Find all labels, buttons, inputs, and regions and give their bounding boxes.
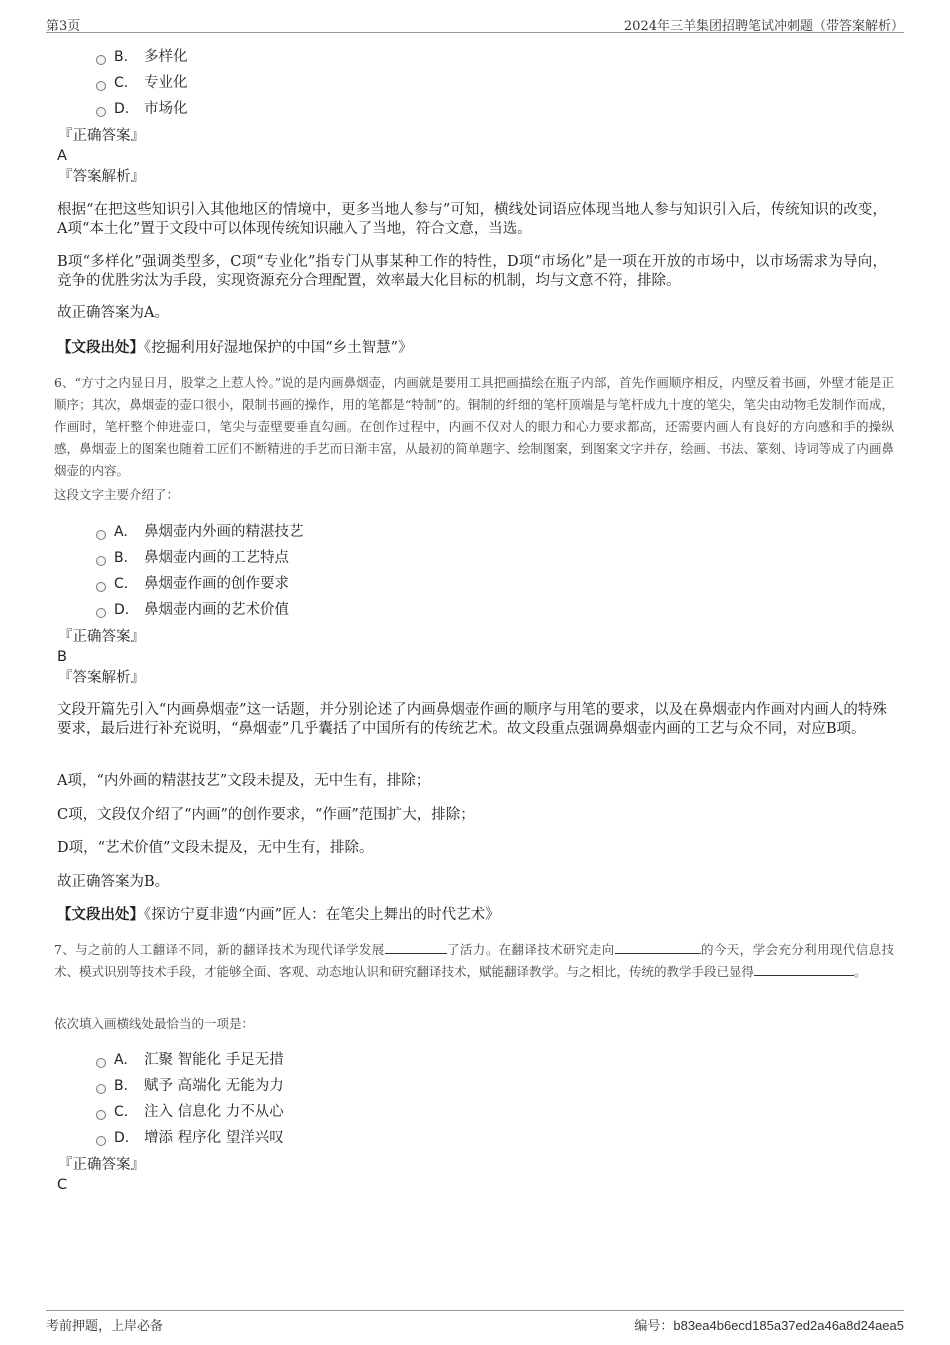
radio-icon[interactable]	[96, 556, 106, 566]
q6-option-c[interactable]: C. 鼻烟壶作画的创作要求	[96, 574, 289, 594]
q6-source	[57, 905, 500, 925]
q6-analysis-para: 文段开篇先引入“内画鼻烟壶”这一话题，并分别论述了内画鼻烟壶作画的顺序与用笔的要求，以及在鼻烟壶内作画对内画人的特殊要求，最后进行补充说明，“鼻烟壶”几乎囊括了中国所有的传统艺术。故文段重点强调鼻烟壶内画的工艺与众不同，对应B项。	[57, 702, 887, 737]
source-label: 【文段出处】	[57, 339, 144, 356]
page-footer	[46, 1310, 904, 1337]
document-title: 2024年三羊集团招聘笔试冲刺题（带答案解析）	[623, 19, 904, 34]
radio-icon[interactable]	[96, 107, 106, 117]
footer-slogan: 考前押题，上岸必备	[46, 1319, 164, 1334]
q6-analysis-para: C项，文段仅介绍了“内画”的创作要求，“作画”范围扩大，排除；	[57, 807, 475, 823]
q5-answer: A	[57, 148, 67, 164]
source-text: 《挖掘利用好湿地保护的中国“乡土智慧”》	[144, 340, 413, 356]
answer-blank	[754, 963, 854, 976]
q6-analysis-para: 故正确答案为B。	[57, 874, 170, 890]
q5-analysis-para: B项“多样化”强调类型多，C项“专业化”指专门从事某种工作的特性，D项“市场化”是一项在开放的市场中，以市场需求为导向，竞争的优胜劣汰为手段，实现资源充分合理配置，效率最大化目标的机制，均与文意不符，排除。	[57, 254, 887, 289]
q7-option-a[interactable]: A. 汇聚 智能化 手足无措	[96, 1050, 284, 1070]
q6-answer-tag: 『正确答案』	[58, 629, 145, 645]
answer-blank	[615, 941, 701, 954]
q5-analysis-para: 根据“在把这些知识引入其他地区的情境中，更多当地人参与”可知，横线处词语应体现当地人参与知识引入后，传统知识的改变，A项“本土化”置于文段中可以体现传统知识融入了当地，符合文意，当选。	[57, 202, 887, 237]
q6-option-b[interactable]: B. 鼻烟壶内画的工艺特点	[96, 548, 289, 568]
radio-icon[interactable]	[96, 81, 106, 91]
q6-analysis-para: A项，“内外画的精湛技艺”文段未提及，无中生有，排除；	[57, 773, 431, 789]
q7-prompt: 依次填入画横线处最恰当的一项是：	[54, 1016, 255, 1031]
page-number: 第3页	[46, 19, 81, 34]
answer-blank	[385, 941, 447, 954]
q6-analysis-tag: 『答案解析』	[58, 670, 145, 686]
radio-icon[interactable]	[96, 582, 106, 592]
q5-answer-tag: 『正确答案』	[58, 128, 145, 144]
radio-icon[interactable]	[96, 55, 106, 65]
q7-question: 7、与之前的人工翻译不同，新的翻译技术为现代译学发展 了活力。在翻译技术研究走向 的今天，学会充分利用现代信息技术、模式识别等技术手段，才能够全面、客观、动态地认识和研究翻译技术，赋能翻译教学。与之相比，传统的教学手段已显得 。	[54, 942, 894, 979]
q6-option-d[interactable]: D. 鼻烟壶内画的艺术价值	[96, 600, 289, 620]
q5-analysis-tag: 『答案解析』	[58, 169, 145, 185]
q7-option-d[interactable]: D. 增添 程序化 望洋兴叹	[96, 1128, 284, 1148]
q5-option-c[interactable]: C. 专业化	[96, 73, 188, 93]
q5-analysis-para: 故正确答案为A。	[57, 305, 169, 321]
document-code: 编号：b83ea4b6ecd185a37ed2a46a8d24aea5	[634, 1318, 904, 1334]
q7-answer-tag: 『正确答案』	[58, 1157, 145, 1173]
radio-icon[interactable]	[96, 1110, 106, 1120]
q6-option-a[interactable]: A. 鼻烟壶内外画的精湛技艺	[96, 522, 304, 542]
q5-source	[57, 338, 413, 358]
q5-option-d[interactable]: D. 市场化	[96, 99, 188, 119]
radio-icon[interactable]	[96, 530, 106, 540]
radio-icon[interactable]	[96, 1058, 106, 1068]
q5-option-b[interactable]: B. 多样化	[96, 47, 188, 67]
q6-answer: B	[57, 649, 67, 665]
q7-option-c[interactable]: C. 注入 信息化 力不从心	[96, 1102, 284, 1122]
q6-prompt: 这段文字主要介绍了：	[54, 487, 180, 502]
radio-icon[interactable]	[96, 608, 106, 618]
radio-icon[interactable]	[96, 1084, 106, 1094]
q6-analysis-para: D项，“艺术价值”文段未提及，无中生有，排除。	[57, 840, 374, 856]
q6-question: 6、“方寸之内显日月，股掌之上惹人怜。”说的是内画鼻烟壶，内画就是要用工具把画描绘在瓶子内部，首先作画顺序相反，内壁反着书画，外壁才能是正顺序；其次，鼻烟壶的壶口很小，限制书画的操作，用的笔都是“特制”的。铜制的纤细的笔杆顶端是与笔杆成九十度的笔尖，笔尖由动物毛发制作而成，作画时，笔杆整个伸进壶口，笔尖与壶壁要垂直勾画。在创作过程中，内画不仅对人的眼力和心力要求都高，还需要内画人有良好的方向感和手的操纵感，鼻烟壶上的图案也随着工匠们不断精进的手艺而日渐丰富，从最初的简单题字、绘制图案，到图案文字并存，绘画、书法、篆刻、诗词等成了内画鼻烟壶的内容。	[54, 375, 894, 478]
radio-icon[interactable]	[96, 1136, 106, 1146]
page-header	[46, 12, 904, 33]
q7-option-b[interactable]: B. 赋予 高端化 无能为力	[96, 1076, 284, 1096]
source-label: 【文段出处】	[57, 906, 144, 923]
source-text: 《探访宁夏非遗“内画”匠人：在笔尖上舞出的时代艺术》	[144, 907, 500, 923]
q7-answer: C	[57, 1177, 68, 1193]
